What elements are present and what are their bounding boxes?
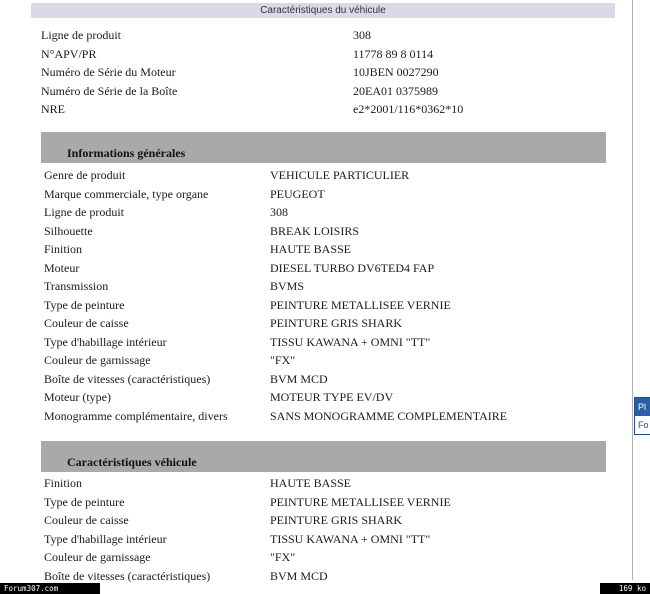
table-row bbox=[44, 185, 507, 204]
row-value: 308 bbox=[270, 205, 288, 219]
row-label: Type d'habillage intérieur bbox=[44, 531, 167, 546]
row-value: MOTEUR TYPE EV/DV bbox=[270, 390, 394, 404]
row-value: HAUTE BASSE bbox=[270, 242, 352, 256]
footer-watermark: Forum307.com bbox=[0, 583, 100, 594]
row-value: 11778 89 8 0114 bbox=[353, 46, 434, 61]
table-row bbox=[44, 259, 507, 278]
row-value: PEINTURE GRIS SHARK bbox=[270, 316, 403, 330]
row-value: PEUGEOT bbox=[270, 186, 325, 201]
row-label: Couleur de caisse bbox=[44, 513, 129, 527]
footer-bar bbox=[0, 583, 650, 594]
table-row bbox=[41, 63, 463, 82]
identification-table bbox=[41, 26, 463, 119]
row-label: Type de peinture bbox=[44, 297, 125, 312]
row-label: Type de peinture bbox=[44, 494, 125, 509]
table-row bbox=[41, 82, 463, 101]
row-label: Genre de produit bbox=[44, 168, 126, 182]
row-value: PEINTURE METALLISEE VERNIE bbox=[270, 494, 451, 509]
row-value: TISSU KAWANA + OMNI "TT" bbox=[270, 531, 431, 546]
table-row bbox=[44, 493, 451, 512]
row-value: TISSU KAWANA + OMNI "TT" bbox=[270, 334, 431, 349]
table-row bbox=[41, 45, 463, 64]
row-value: 20EA01 0375989 bbox=[353, 83, 438, 98]
row-label: Ligne de produit bbox=[44, 205, 124, 219]
row-value: BVM MCD bbox=[270, 371, 328, 386]
row-label: Couleur de caisse bbox=[44, 316, 129, 330]
header-title: Caractéristiques du véhicule bbox=[260, 5, 386, 16]
table-row bbox=[44, 548, 451, 567]
row-label: Monogramme complémentaire, divers bbox=[44, 408, 228, 423]
side-widget-top[interactable]: Pl bbox=[635, 398, 650, 416]
row-value: BVM MCD bbox=[270, 568, 328, 583]
table-row bbox=[44, 530, 451, 549]
row-label: Finition bbox=[44, 242, 83, 256]
row-label: Moteur (type) bbox=[44, 390, 111, 404]
row-label: Type d'habillage intérieur bbox=[44, 334, 167, 349]
table-row bbox=[44, 333, 507, 352]
row-label: Couleur de garnissage bbox=[44, 550, 151, 564]
row-label: Ligne de produit bbox=[41, 28, 121, 42]
row-value: VEHICULE PARTICULIER bbox=[270, 168, 410, 182]
row-value: PEINTURE GRIS SHARK bbox=[270, 513, 403, 527]
general-section-header bbox=[41, 132, 606, 163]
table-row bbox=[44, 511, 451, 530]
table-row bbox=[44, 314, 507, 333]
row-label: Numéro de Série de la Boîte bbox=[41, 83, 178, 98]
side-widget[interactable] bbox=[634, 397, 650, 435]
table-row bbox=[44, 351, 507, 370]
vehicle-section-title: Caractéristiques véhicule bbox=[67, 455, 197, 469]
row-label: Numéro de Série du Moteur bbox=[41, 65, 176, 79]
row-value: HAUTE BASSE bbox=[270, 476, 352, 490]
row-value: 10JBEN 0027290 bbox=[353, 65, 439, 79]
vehicle-section-header bbox=[41, 441, 606, 472]
row-value: DIESEL TURBO DV6TED4 FAP bbox=[270, 260, 435, 275]
vehicle-table bbox=[44, 474, 451, 585]
page-edge-divider bbox=[632, 0, 633, 580]
row-label: N°APV/PR bbox=[41, 46, 97, 61]
row-value: "FX" bbox=[270, 550, 296, 564]
row-value: BVMS bbox=[270, 279, 305, 293]
row-label: Silhouette bbox=[44, 223, 93, 238]
row-label: Couleur de garnissage bbox=[44, 353, 151, 367]
table-row bbox=[44, 203, 507, 222]
general-section-title: Informations générales bbox=[67, 146, 186, 160]
table-row bbox=[41, 26, 463, 45]
row-label: NRE bbox=[41, 102, 65, 116]
row-label: Boîte de vitesses (caractéristiques) bbox=[44, 371, 211, 386]
row-label: Finition bbox=[44, 476, 83, 490]
row-value: SANS MONOGRAMME COMPLEMENTAIRE bbox=[270, 408, 508, 423]
general-table bbox=[44, 166, 507, 425]
table-row bbox=[44, 370, 507, 389]
table-row bbox=[44, 277, 507, 296]
row-label: Transmission bbox=[44, 279, 109, 293]
row-value: PEINTURE METALLISEE VERNIE bbox=[270, 297, 451, 312]
footer-filesize: 169 ko bbox=[600, 583, 650, 594]
table-row bbox=[44, 474, 451, 493]
table-row bbox=[44, 388, 507, 407]
row-label: Marque commerciale, type organe bbox=[44, 186, 209, 201]
header-bar bbox=[31, 3, 615, 18]
table-row bbox=[44, 166, 507, 185]
table-row bbox=[41, 100, 463, 119]
table-row bbox=[44, 296, 507, 315]
row-label: Boîte de vitesses (caractéristiques) bbox=[44, 568, 211, 583]
row-value: BREAK LOISIRS bbox=[270, 223, 360, 238]
side-widget-bottom[interactable]: Fo bbox=[638, 420, 649, 430]
row-label: Moteur bbox=[44, 260, 80, 275]
table-row bbox=[44, 240, 507, 259]
table-row bbox=[44, 222, 507, 241]
row-value: 308 bbox=[353, 28, 371, 42]
row-value: e2*2001/116*0362*10 bbox=[353, 102, 464, 116]
table-row bbox=[44, 407, 507, 426]
row-value: "FX" bbox=[270, 353, 296, 367]
